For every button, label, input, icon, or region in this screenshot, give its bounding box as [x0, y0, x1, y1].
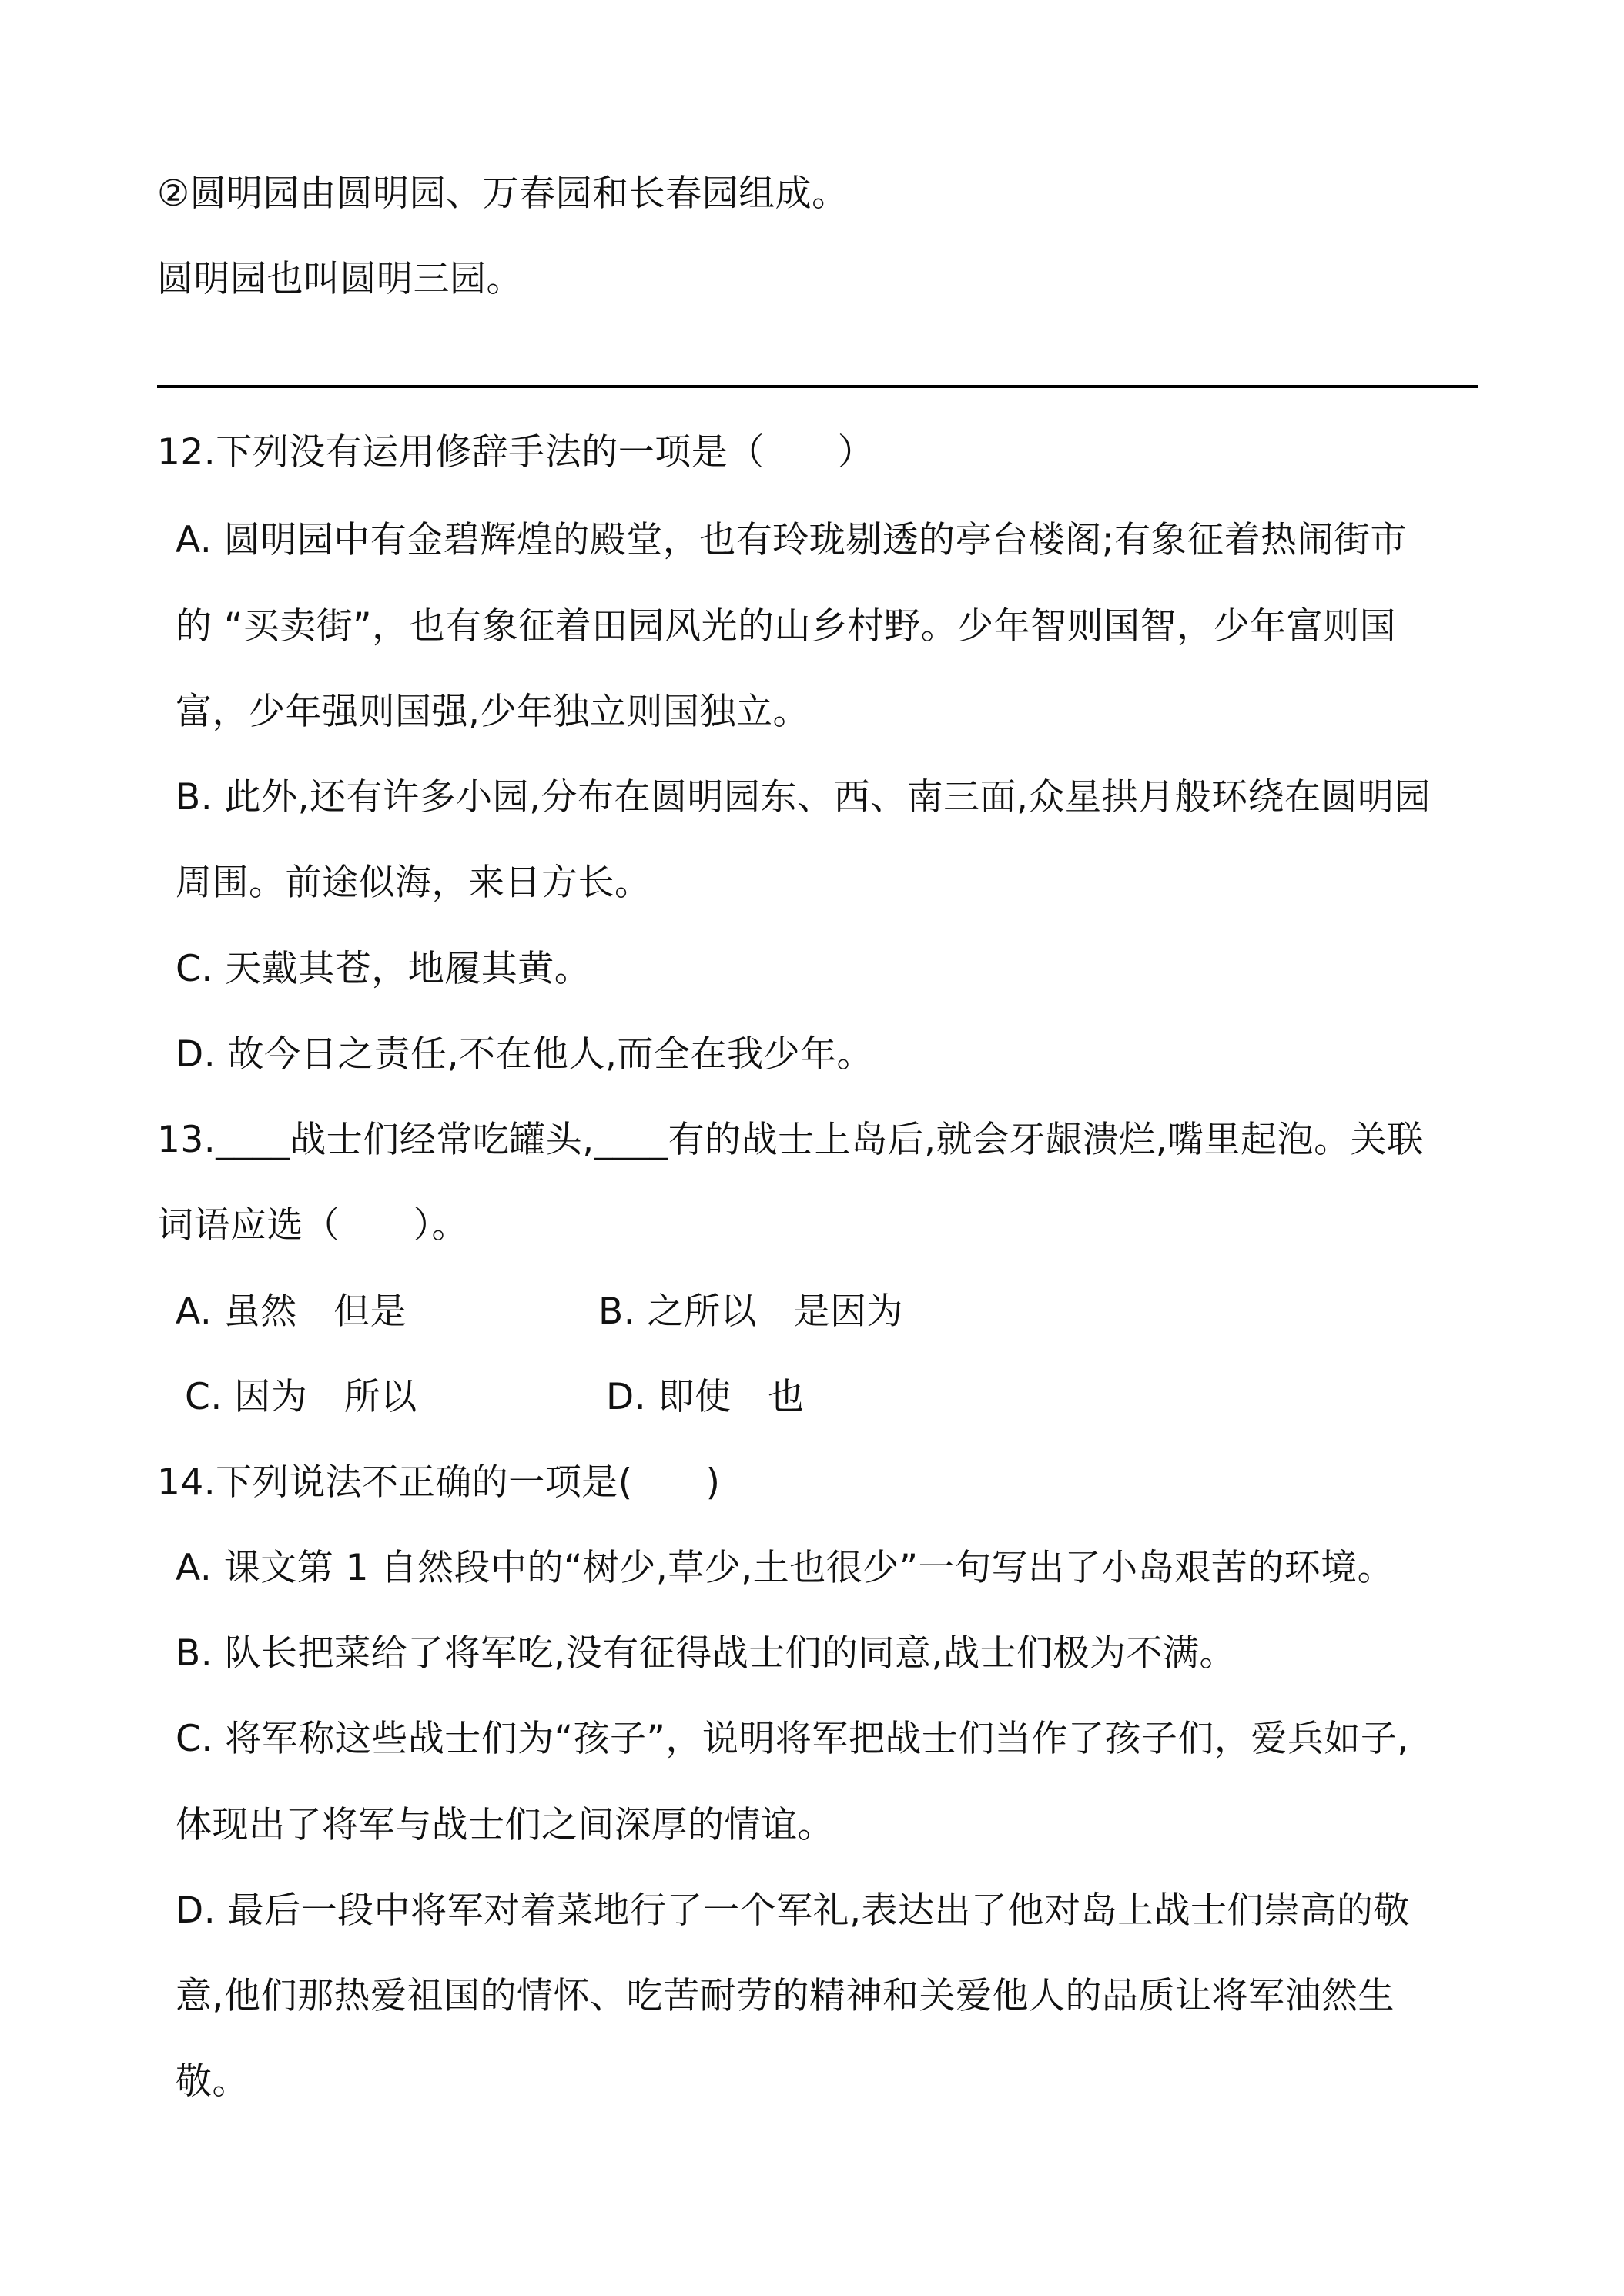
question-13-stem-line-2: 词语应选（ ）。 — [157, 1204, 468, 1247]
question-14-option-b: B. 队长把菜给了将军吃,没有征得战士们的同意,战士们极为不满。 — [176, 1632, 1237, 1675]
question-14-option-d-line-3: 敬。 — [176, 2060, 249, 2103]
question-14-stem: 14.下列说法不正确的一项是( ) — [157, 1461, 721, 1504]
question-13-option-b: B. 之所以 是因为 — [598, 1290, 904, 1333]
question-14-option-d-line-1: D. 最后一段中将军对着菜地行了一个军礼,表达出了他对岛上战士们崇高的敬 — [176, 1889, 1411, 1932]
question-13-option-c: C. 因为 所以 — [185, 1376, 417, 1418]
intro-line-1: ②圆明园由圆明园、万春园和长春园组成。 — [157, 172, 849, 215]
question-14-option-c-line-1: C. 将军称这些战士们为“孩子”，说明将军把战士们当作了孩子们，爱兵如子, — [176, 1718, 1409, 1760]
question-13-option-a: A. 虽然 但是 — [176, 1290, 407, 1333]
question-12-option-a-line-3: 富，少年强则国强,少年独立则国独立。 — [176, 691, 809, 733]
question-14-option-d-line-2: 意,他们那热爱祖国的情怀、吃苦耐劳的精神和关爱他人的品质让将军油然生 — [176, 1975, 1395, 2017]
question-12-option-d: D. 故今日之责任,不在他人,而全在我少年。 — [176, 1033, 873, 1076]
question-12-option-a-line-1: A. 圆明园中有金碧辉煌的殿堂，也有玲珑剔透的亭台楼阁;有象征着热闹街市 — [176, 519, 1408, 561]
question-12-option-a-line-2: 的 “买卖街”，也有象征着田园风光的山乡村野。少年智则国智，少年富则国 — [176, 605, 1397, 648]
answer-blank-line[interactable] — [157, 385, 1478, 388]
question-14-option-a: A. 课文第 1 自然段中的“树少,草少,土也很少”一句写出了小岛艰苦的环境。 — [176, 1547, 1395, 1589]
question-13-option-d: D. 即使 也 — [606, 1376, 805, 1418]
question-14-option-c-line-2: 体现出了将军与战士们之间深厚的情谊。 — [176, 1804, 834, 1846]
intro-line-2: 圆明园也叫圆明三园。 — [157, 258, 523, 300]
question-12-option-b-line-2: 周围。前途似海，来日方长。 — [176, 862, 651, 904]
question-13-stem-line-1: 13.____战士们经常吃罐头,____有的战士上岛后,就会牙龈溃烂,嘴里起泡。关联 — [157, 1119, 1424, 1161]
question-12-stem: 12.下列没有运用修辞手法的一项是（ ） — [157, 431, 875, 474]
question-12-option-c: C. 天戴其苍，地履其黄。 — [176, 948, 591, 990]
question-12-option-b-line-1: B. 此外,还有许多小园,分布在圆明园东、西、南三面,众星拱月般环绕在圆明园 — [176, 776, 1431, 818]
